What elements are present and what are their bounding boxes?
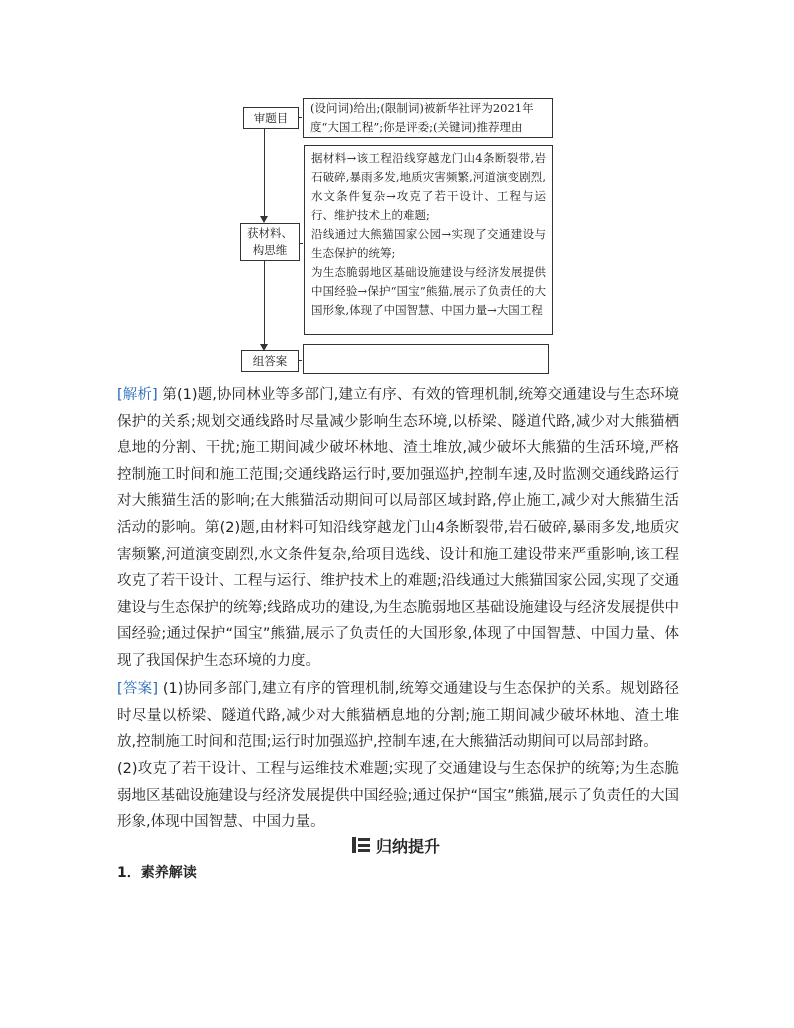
step-label-review-question: 审题目 <box>243 107 299 129</box>
list-heading-icon <box>352 837 370 853</box>
section-heading <box>352 834 440 856</box>
step-label-gather-material: 获材料、构思维 <box>240 223 300 261</box>
connector <box>299 117 302 118</box>
section-title: 归纳提升 <box>376 836 441 856</box>
step-label-compose-answer: 组答案 <box>241 350 299 372</box>
connector <box>299 360 302 361</box>
analysis-paragraph <box>117 382 679 675</box>
step-text-gather-material <box>304 145 553 335</box>
answer-tag: [答案] <box>117 681 158 697</box>
answer-part-1: (1)协同多部门,建立有序的管理机制,统筹交通建设与生态保护的关系。规划路径时尽量以桥梁、隧道代路,减少对大熊猫栖息地的分割;施工期间减少破坏林地、渣土堆放,控制施工时间和范围;运行时加强巡护,控制车速,在大熊猫活动期间可以局部封路。 <box>117 681 679 751</box>
step-text-review-question: (设问词)给出;(限制词)被新华社评为2021年度“大国工程”;你是评委;(关键词)推荐理由 <box>303 98 553 138</box>
analysis-tag: [解析] <box>117 387 158 403</box>
material-line: 沿线通过大熊猫国家公园→实现了交通建设与生态保护的统筹; <box>311 227 546 260</box>
material-line: 据材料→该工程沿线穿越龙门山4条断裂带,岩石破碎,暴雨多发,地质灾害频繁,河道演变剧烈,水文条件复杂→攻克了若干设计、工程与运行、维护技术上的难题; <box>311 151 546 222</box>
analysis-text: 第(1)题,协同林业等多部门,建立有序、有效的管理机制,统筹交通建设与生态环境保护的关系;规划交通线路时尽量减少影响生态环境,以桥梁、隧道代路,减少对大熊猫栖息地的分割、干扰;施工期间减少破坏林地、渣土堆放,减少破坏大熊猫的生活环境,严格控制施工时间和施工范围;交通线路运行时,要加强巡护,控制车速,及时监测交通线路运行对大熊猫生活的影响;在大熊猫活动期间可以局部区域封路,停止施工,减少对大熊猫生活活动的影响。第(2)题,由材料可知沿线穿越龙门山4条断裂带,岩石破碎,暴雨多发,地质灾害频繁,河道演变剧烈,水文条件复杂,给项目选线、设计和施工建设带来严重影响,该工程攻克了若干设计、工程与运行、维护技术上的难题;沿线通过大熊猫国家公园,实现了交通建设与生态保护的统筹;线路成功的建设,为生态脆弱地区基础设施建设与经济发展提供中国经验;通过保护“国宝”熊猫,展示了负责任的大国形象,体现了中国智慧、中国力量、体现了我国保护生态环境的力度。 <box>117 387 679 669</box>
answer-paragraph-2 <box>117 756 679 836</box>
spine-line <box>264 129 265 221</box>
subheading: 1．素养解读 <box>117 865 197 881</box>
answer-part-2: (2)攻克了若干设计、工程与运维技术难题;实现了交通建设与生态保护的统筹;为生态脆弱地区基础设施建设与经济发展提供中国经验;通过保护“国宝”熊猫,展示了负责任的大国形象,体现中国智慧、中国力量。 <box>117 761 679 831</box>
answer-blank-box <box>303 344 549 374</box>
answer-paragraph-1 <box>117 676 679 756</box>
spine-line <box>264 261 265 347</box>
connector <box>300 243 303 244</box>
material-line: 为生态脆弱地区基础设施建设与经济发展提供中国经验→保护“国宝”熊猫,展示了负责任的大国形象,体现了中国智慧、中国力量→大国工程 <box>311 265 546 317</box>
arrow-down-icon <box>260 216 268 223</box>
